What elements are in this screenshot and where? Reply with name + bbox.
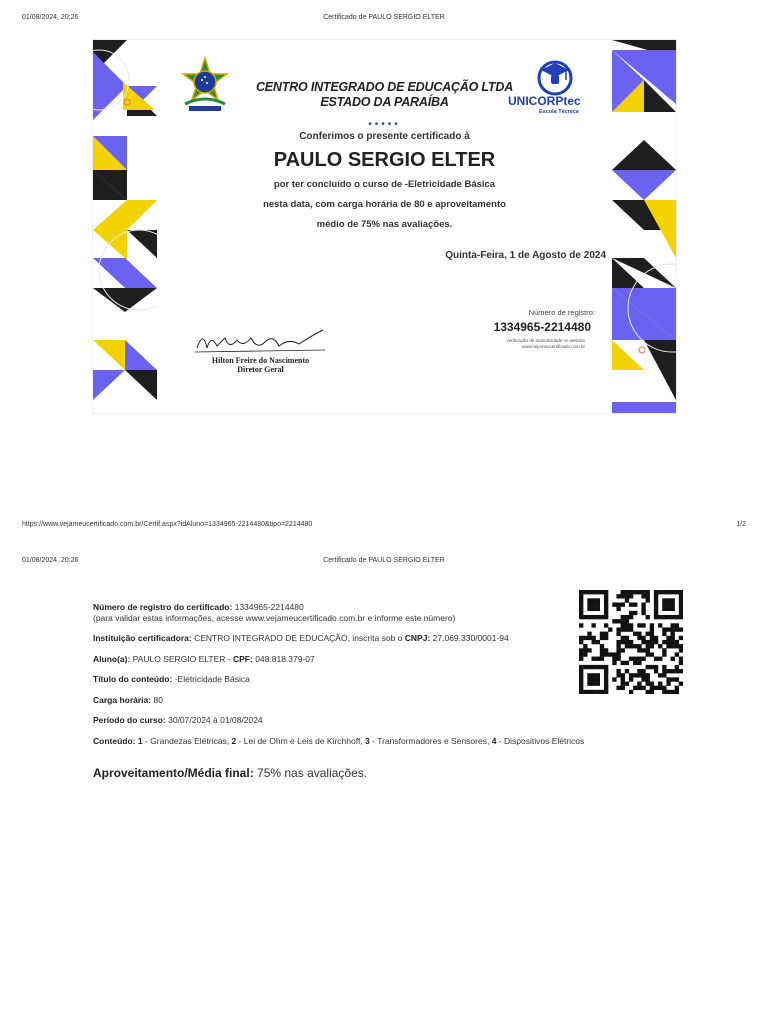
logo-subtitle: Escola Técnica: [539, 109, 579, 115]
signer-role: Diretor Geral: [237, 365, 284, 374]
detail-title: Título do conteúdo: -Eletricidade Básica: [93, 674, 250, 684]
body-line1: por ter concluído o curso de -Eletricidade Básica: [273, 179, 496, 190]
qr-code-icon[interactable]: [579, 590, 683, 694]
intro-text: Conferimos o presente certificado à: [299, 131, 470, 142]
registration-number: 1334965-2214480: [493, 320, 591, 334]
detail-validate-note: (para validar estas informações, acesse www.vejameucertificado.com.br e informe este número): [93, 613, 456, 623]
logo-name: UNICORPtec: [508, 94, 581, 108]
page1-footer-url[interactable]: https://www.vejameucertificado.com.br/Certif.aspx?idAluno=1334965-2214480&tipo=2214480: [22, 521, 313, 528]
detail-hours: Carga horária: 80: [93, 695, 163, 705]
verify-line1: verificação de autenticidade no website: [506, 338, 585, 343]
page1-header-datetime: 01/08/2024, 20:26: [22, 14, 79, 21]
page1-header-title: Certificado de PAULO SERGIO ELTER: [323, 14, 445, 21]
body-line3: médio de 75% nas avaliações.: [316, 219, 453, 230]
institution-line2: ESTADO DA PARAÍBA: [320, 95, 449, 109]
detail-content: Conteúdo: 1 - Grandezas Elétricas, 2 - Lei de Ohm e Leis de Kirchhoff, 3 - Transformadores e Sensores, 4 - Dispositivos Elétricos: [93, 736, 585, 746]
detail-registration: Número de registro do certificado: 1334965-2214480: [93, 602, 304, 612]
student-name: PAULO SERGIO ELTER: [273, 149, 496, 171]
dots-divider: •••••: [368, 119, 401, 130]
page2-header-datetime: 01/08/2024, 20:26: [22, 557, 79, 564]
detail-institution: Instituição certificadora: CENTRO INTEGRADO DE EDUCAÇÃO, inscrita sob o CNPJ: 27.069.330/0001-94: [93, 633, 509, 643]
signature-image: [193, 328, 328, 356]
page2-header-title: Certificado de PAULO SERGIO ELTER: [323, 557, 445, 564]
body-line2: nesta data, com carga horária de 80 e aproveitamento: [263, 199, 506, 210]
detail-final-grade: Aproveitamento/Média final: 75% nas avaliações.: [93, 766, 368, 780]
institution-line1: CENTRO INTEGRADO DE EDUCAÇÃO LTDA: [255, 80, 514, 94]
signer-name: Hilton Freire do Nascimento: [211, 356, 310, 365]
certificate: [93, 40, 676, 413]
registration-label: Número de registro:: [528, 308, 595, 317]
verify-line2: www.vejameucertificado.com.br: [521, 344, 585, 349]
certificate-date: Quinta-Feira, 1 de Agosto de 2024: [445, 250, 606, 261]
detail-period: Período do curso: 30/07/2024 à 01/08/2024: [93, 715, 263, 725]
unicorptec-logo-icon: [533, 58, 577, 96]
page1-footer-pagenum: 1/2: [736, 521, 746, 528]
detail-student: Aluno(a): PAULO SERGIO ELTER - CPF: 048.818.379-07: [93, 654, 315, 664]
